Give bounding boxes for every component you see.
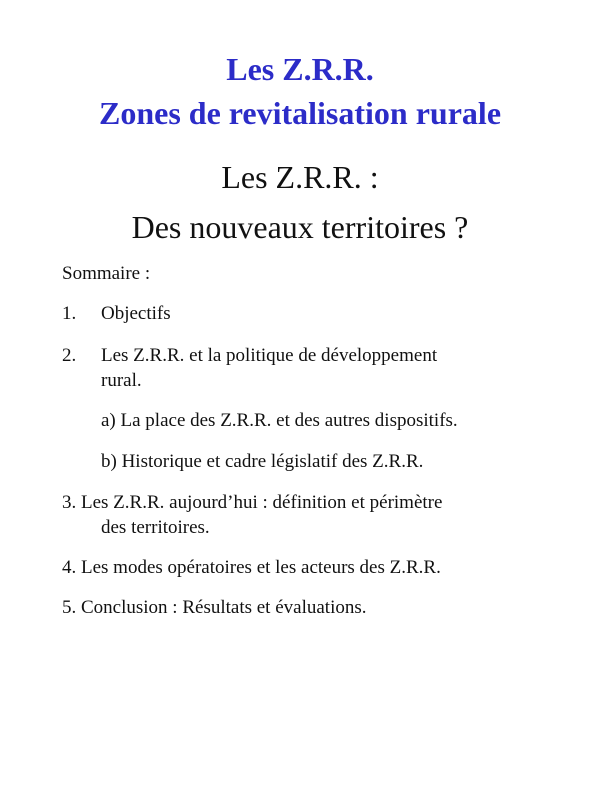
item-1-text: Objectifs (101, 303, 171, 324)
item-2b-text: b) Historique et cadre législatif des Z.R.R. (101, 451, 424, 472)
item-2-text-line-1: Les Z.R.R. et la politique de développement (101, 345, 438, 366)
title-line-1: Les Z.R.R. (226, 51, 374, 87)
item-2-number: 2. (62, 345, 77, 366)
subtitle-line-2: Des nouveaux territoires ? (131, 209, 469, 245)
item-2a-text: a) La place des Z.R.R. et des autres dispositifs. (101, 410, 458, 431)
item-3-text-line-1: 3. Les Z.R.R. aujourd’hui : définition et périmètre (62, 492, 443, 513)
item-3-text-line-2: des territoires. (101, 517, 210, 538)
item-2-text-line-2: rural. (101, 370, 142, 391)
item-1-number: 1. (62, 303, 77, 324)
item-5-text: 5. Conclusion : Résultats et évaluations. (62, 597, 367, 618)
subtitle-line-1: Les Z.R.R. : (221, 159, 379, 195)
title-line-2: Zones de revitalisation rurale (98, 95, 502, 131)
sommaire-label: Sommaire : (62, 263, 151, 284)
item-4-text: 4. Les modes opératoires et les acteurs des Z.R.R. (62, 557, 441, 578)
